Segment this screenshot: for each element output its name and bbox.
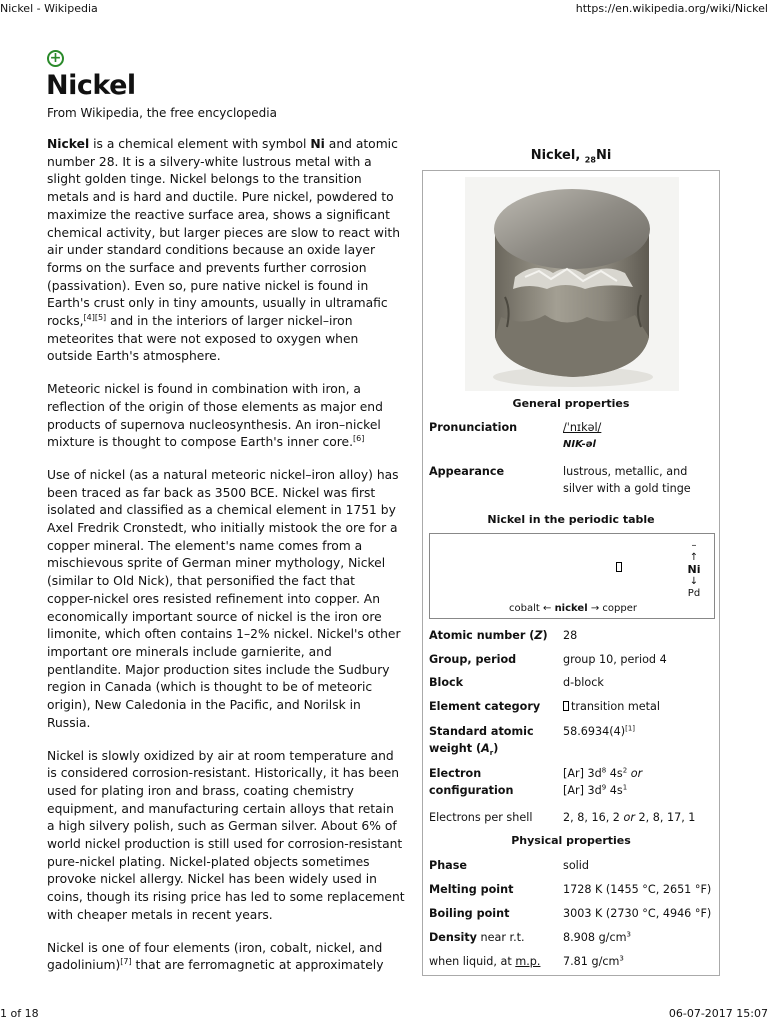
paragraph-ferromagnetic	[47, 940, 405, 975]
text-run: Meteoric nickel is found in combination with iron, a reflection of the origin of those elements as major end products of supernova nucleosynthesis. An iron–nickel mixture is thought to compose Earth's inner core.	[47, 382, 383, 450]
value-density	[563, 929, 719, 946]
label-pronunciation: Pronunciation	[429, 421, 518, 434]
category-color-swatch-icon	[563, 701, 569, 711]
label-liquid-density	[429, 953, 557, 970]
label-element-category: Element category	[429, 700, 541, 713]
down-arrow-icon: ↓	[689, 576, 699, 587]
label-electron-configuration	[429, 765, 557, 799]
value-atomic-number: 28	[563, 629, 578, 642]
label-text: when liquid, at	[429, 955, 516, 968]
weight-number: 58.6934(4)	[563, 725, 626, 738]
value-liquid-density	[563, 953, 719, 970]
config-or: or	[627, 767, 643, 780]
shell-or: or	[619, 811, 639, 824]
config-superscript: 8	[601, 766, 607, 775]
value-phase: solid	[563, 859, 589, 872]
melting-point-abbr-link[interactable]: m.p.	[515, 955, 541, 968]
label-electrons-per-shell	[429, 809, 557, 826]
periodic-cell-placeholder-icon	[616, 562, 622, 572]
label-block: Block	[429, 676, 464, 689]
element-current-symbol: Ni	[687, 563, 701, 576]
label-text: Atomic number (	[429, 629, 535, 642]
print-header-title: Nickel - Wikipedia	[0, 2, 98, 15]
bold-term: Ni	[310, 137, 325, 151]
article-body	[47, 136, 405, 990]
config-superscript: 9	[601, 783, 607, 792]
value-element-category	[563, 698, 719, 715]
label-text: configuration	[429, 784, 514, 797]
label-text: Density	[429, 931, 477, 944]
config-superscript: 1	[622, 783, 628, 792]
value-block[interactable]: d-block	[563, 676, 604, 689]
value-pronunciation	[563, 419, 719, 453]
right-arrow-icon: →	[587, 603, 603, 614]
label-text: Electrons per shell	[429, 811, 533, 824]
config-text: [Ar] 3d	[563, 784, 602, 797]
print-datetime: 06-07-2017 15:07	[668, 1007, 768, 1020]
periodic-column	[682, 540, 706, 600]
config-line	[563, 765, 719, 782]
print-header-url[interactable]: https://en.wikipedia.org/wiki/Nickel	[575, 2, 768, 15]
infobox	[422, 170, 720, 976]
reference-link[interactable]: [6]	[353, 434, 365, 444]
nickel-sample-photo[interactable]	[465, 177, 679, 391]
page-tagline: From Wikipedia, the free encyclopedia	[47, 106, 277, 120]
paragraph-intro	[47, 136, 405, 366]
density-superscript: 3	[626, 930, 631, 939]
paragraph-meteoric	[47, 381, 405, 452]
bold-term: Nickel	[47, 137, 90, 151]
neighbor-right-link[interactable]: copper	[602, 603, 637, 614]
left-arrow-icon: ←	[539, 603, 555, 614]
nickel-sample-illustration	[465, 177, 679, 391]
periodic-table-mini	[429, 533, 715, 619]
config-superscript: 2	[622, 766, 628, 775]
print-header	[0, 0, 768, 18]
label-subscript: r	[489, 749, 494, 758]
config-text: 4s	[606, 767, 623, 780]
element-below[interactable]: Pd	[687, 588, 701, 599]
value-appearance: lustrous, metallic, and silver with a gold tinge	[563, 465, 691, 495]
neighbor-left-link[interactable]: cobalt	[509, 603, 540, 614]
page-title: Nickel	[46, 70, 136, 101]
reference-link[interactable]: [7]	[120, 957, 132, 967]
label-atomic-weight	[429, 723, 557, 762]
label-text: near r.t.	[476, 931, 525, 944]
value-atomic-weight	[563, 723, 719, 740]
caption-name: Nickel,	[530, 148, 581, 163]
infobox-caption	[422, 148, 720, 165]
page-counter: 1 of 18	[0, 1007, 39, 1020]
category-link[interactable]: transition metal	[571, 700, 660, 713]
up-arrow-icon: ↑	[689, 552, 699, 563]
value-group-period[interactable]: group 10, period 4	[563, 653, 667, 666]
pronunciation-ipa[interactable]: /ˈnɪkəl/	[563, 421, 602, 434]
label-text: Standard atomic	[429, 725, 534, 738]
label-text: weight (	[429, 742, 482, 755]
label-atomic-number	[429, 627, 557, 644]
paragraph-uses: Nickel is slowly oxidized by air at room temperature and is considered corrosion-resistant. Historically, it has been used for plating iron and brass, coating chemistry equipment, and manufacturing certain alloys that retain a high silvery polish, such as German silver. About 6% of world nickel production is still used for corrosion-resistant pure-nickel plating. Nickel-plated objects sometimes provoke nickel allergy. Nickel has been widely used in coins, though its rising price has led to some replacement with cheaper metals in recent years.	[47, 748, 405, 922]
density-number: 8.908 g/cm	[563, 931, 627, 944]
text-run: is a chemical element with symbol	[89, 137, 311, 151]
periodic-neighbors	[430, 603, 716, 614]
label-appearance: Appearance	[429, 465, 505, 478]
label-melting-point: Melting point	[429, 883, 514, 896]
label-text: Electron	[429, 767, 482, 780]
expand-plus-icon[interactable]: +	[47, 50, 64, 67]
shell-text: 2, 8, 16, 2	[563, 811, 620, 824]
label-symbol: A	[481, 742, 490, 755]
reference-link[interactable]: [4][5]	[83, 312, 107, 322]
liquid-density-number: 7.81 g/cm	[563, 955, 620, 968]
text-run: and atomic number 28. It is a silvery-white lustrous metal with a slight golden tinge. Nickel belongs to the transition metals and is hard and ductile. Pure nickel, powdered to maximize the reactive surface area, shows a significant chemical activity, but larger pieces are slow to react with air under standard conditions because an oxide layer forms on the surface and prevents further corrosion (passivation). Even so, pure native nickel is found in Earth's crust only in tiny amounts, usually in ultramafic rocks,	[47, 137, 400, 329]
caption-atomic-number: 28	[584, 155, 596, 165]
neighbor-current: nickel	[554, 603, 588, 614]
element-above: –	[691, 540, 697, 551]
reference-link[interactable]: [1]	[625, 724, 636, 733]
shell-text: 2, 8, 17, 1	[638, 811, 696, 824]
label-text: )	[542, 629, 548, 642]
config-line	[563, 782, 719, 799]
label-group-period: Group, period	[429, 653, 517, 666]
print-footer	[0, 1006, 768, 1024]
value-electrons-per-shell	[563, 809, 719, 826]
config-text: 4s	[606, 784, 623, 797]
config-text: [Ar] 3d	[563, 767, 602, 780]
paragraph-history: Use of nickel (as a natural meteoric nickel–iron alloy) has been traced as far back as 3500 BCE. Nickel was first isolated and classified as a chemical element in 1751 by Axel Fredrik Cronstedt, who initially mistook the ore for a copper mineral. The element's name comes from a mischievous sprite of German miner mythology, Nickel (similar to Old Nick), that personified the fact that copper-nickel ores resisted refinement into copper. An economically important source of nickel is the iron ore limonite, which often contains 1–2% nickel. Nickel's other important ore minerals include garnierite, and pentlandite. Major production sites include the Sudbury region in Canada (which is thought to be of meteoric origin), New Caledonia in the Pacific, and Norilsk in Russia.	[47, 467, 401, 730]
liquid-density-superscript: 3	[619, 954, 624, 963]
value-electron-configuration	[563, 765, 719, 799]
label-symbol: Z	[534, 629, 543, 642]
caption-symbol: Ni	[595, 148, 612, 163]
label-phase: Phase	[429, 859, 467, 872]
value-melting-point: 1728 K (1455 °C, 2651 °F)	[563, 883, 712, 896]
section-periodic-table: Nickel in the periodic table	[487, 513, 655, 526]
text-run: and in the interiors of larger nickel–iron meteorites that were not exposed to oxygen when outside Earth's atmosphere.	[47, 314, 359, 364]
value-boiling-point: 3003 K (2730 °C, 4946 °F)	[563, 907, 712, 920]
pronunciation-respelling[interactable]: NIK-əl	[563, 439, 596, 450]
text-run: that are ferromagnetic at approximately	[131, 958, 384, 973]
label-text: )	[493, 742, 499, 755]
section-general-properties: General properties	[512, 397, 630, 410]
label-boiling-point: Boiling point	[429, 907, 510, 920]
section-physical-properties: Physical properties	[511, 834, 631, 847]
label-density	[429, 929, 557, 946]
text-run: Nickel is one of four elements (iron, cobalt, nickel, and gadolinium)	[47, 940, 383, 973]
